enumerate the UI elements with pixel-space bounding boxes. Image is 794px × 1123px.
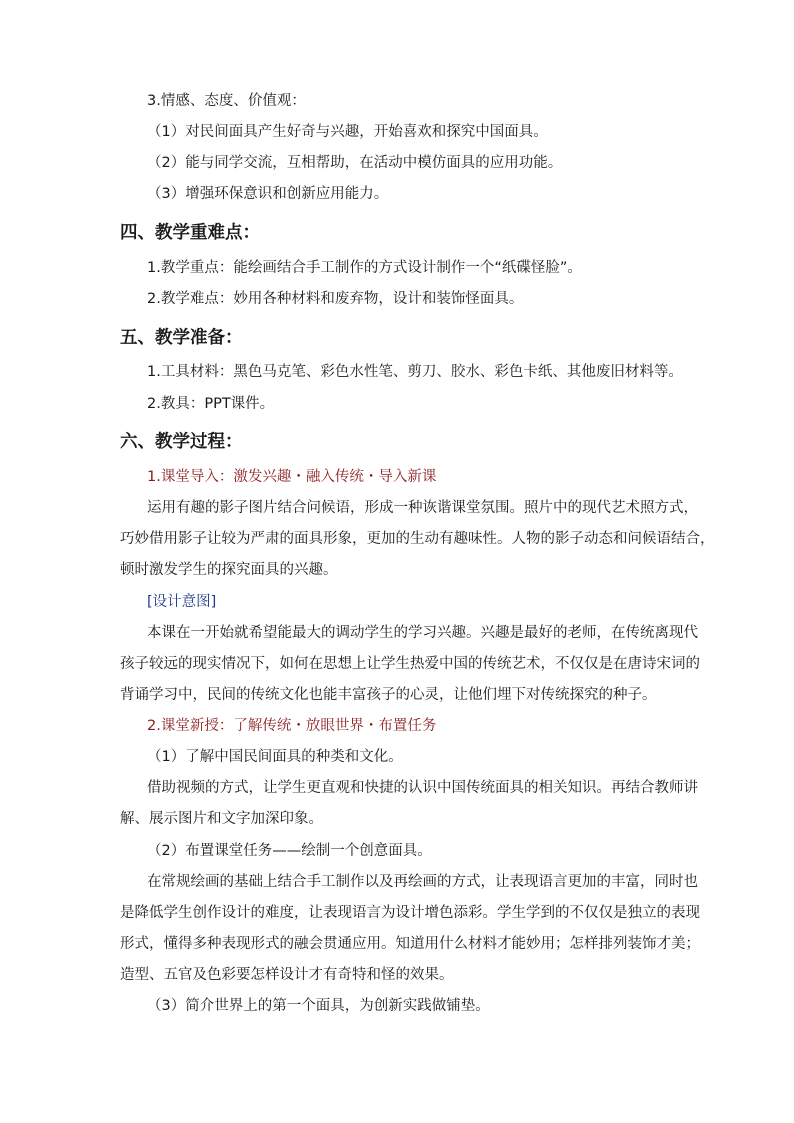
list-item: 1.教学重点：能绘画结合手工制作的方式设计制作一个“纸碟怪脸”。 bbox=[147, 260, 582, 276]
paragraph-line: 形式，懂得多种表现形式的融会贯通应用。知道用什么材料才能妙用；怎样排列装饰才美； bbox=[120, 936, 700, 952]
heading-teaching-process: 六、教学过程： bbox=[120, 432, 243, 452]
list-item: 1.工具材料：黑色马克笔、彩色水性笔、剪刀、胶水、彩色卡纸、其他废旧材料等。 bbox=[147, 364, 683, 380]
paragraph-line: 孩子较远的现实情况下，如何在思想上让学生热爱中国的传统艺术，不仅仅是在唐诗宋词的 bbox=[120, 656, 700, 672]
paragraph-line: 解、展示图片和文字加深印象。 bbox=[120, 811, 323, 827]
paragraph-line: 巧妙借用影子让较为严肃的面具形象，更加的生动有趣味性。人物的影子动态和问候语结合， bbox=[120, 531, 715, 547]
list-item: （1）对民间面具产生好奇与兴趣，开始喜欢和探究中国面具。 bbox=[147, 124, 548, 140]
list-item: （2）能与同学交流，互相帮助，在活动中模仿面具的应用功能。 bbox=[147, 155, 563, 171]
list-item: 2.教学难点：妙用各种材料和废弃物，设计和装饰怪面具。 bbox=[147, 291, 524, 307]
paragraph-line: 本课在一开始就希望能最大的调动学生的学习兴趣。兴趣是最好的老师，在传统离现代 bbox=[147, 625, 698, 641]
design-intent-label: [设计意图] bbox=[147, 594, 217, 610]
list-item: 2.教具：PPT课件。 bbox=[147, 396, 275, 412]
paragraph-line: 背诵学习中，民间的传统文化也能丰富孩子的心灵，让他们埋下对传统探究的种子。 bbox=[120, 687, 657, 703]
paragraph-line: 顿时激发学生的探究面具的兴趣。 bbox=[120, 562, 338, 578]
list-item: （3）简介世界上的第一个面具，为创新实践做铺垫。 bbox=[147, 998, 490, 1014]
subheading-new-lesson: 2.课堂新授：了解传统・放眼世界・布置任务 bbox=[147, 718, 437, 734]
heading-teaching-difficulties: 四、教学重难点： bbox=[120, 223, 260, 243]
subheading-introduction: 1.课堂导入：激发兴趣・融入传统・导入新课 bbox=[147, 469, 437, 485]
paragraph-line: 是降低学生创作设计的难度，让表现语言为设计增色添彩。学生学到的不仅仅是独立的表现 bbox=[120, 905, 700, 921]
section-3-heading: 3.情感、态度、价值观： bbox=[147, 93, 306, 109]
list-item: （1）了解中国民间面具的种类和文化。 bbox=[147, 749, 403, 765]
paragraph-line: 借助视频的方式，让学生更直观和快捷的认识中国传统面具的相关知识。再结合教师讲 bbox=[147, 780, 698, 796]
paragraph-line: 在常规绘画的基础上结合手工制作以及再绘画的方式，让表现语言更加的丰富，同时也 bbox=[147, 874, 698, 890]
heading-teaching-preparation: 五、教学准备： bbox=[120, 328, 243, 348]
list-item: （3）增强环保意识和创新应用能力。 bbox=[147, 186, 389, 202]
paragraph-line: 造型、五官及色彩要怎样设计才有奇特和怪的效果。 bbox=[120, 967, 454, 983]
paragraph-line: 运用有趣的影子图片结合问候语，形成一种诙谐课堂氛围。照片中的现代艺术照方式， bbox=[147, 500, 698, 516]
list-item: （2）布置课堂任务——绘制一个创意面具。 bbox=[147, 843, 432, 859]
